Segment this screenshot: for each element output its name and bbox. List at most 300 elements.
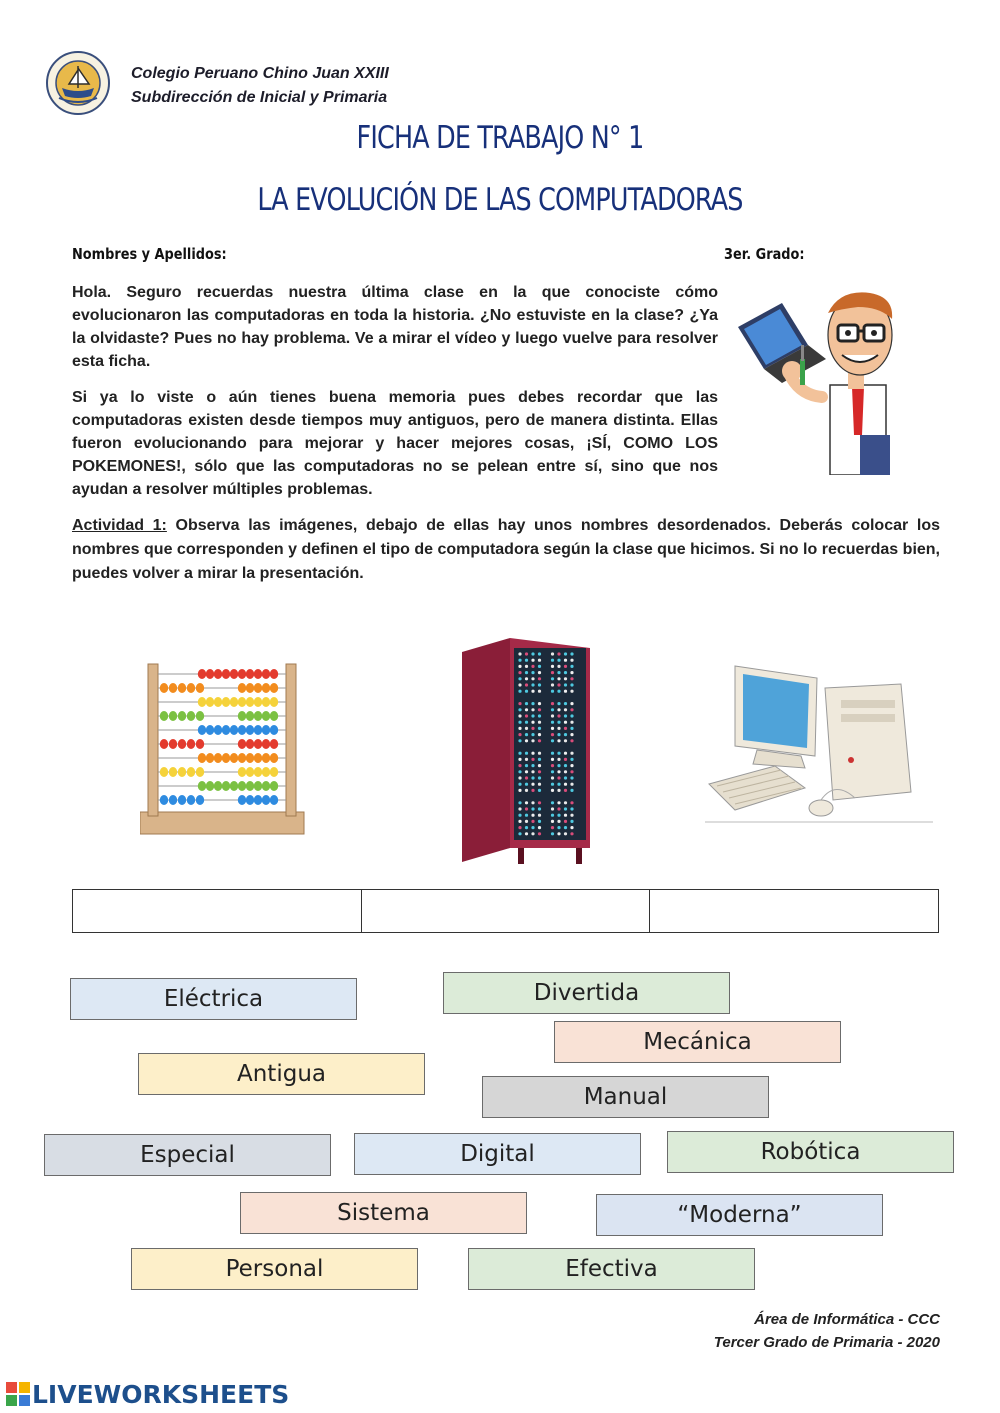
server-light (531, 702, 534, 705)
server-light (557, 652, 560, 655)
word-card-sistema[interactable] (240, 1192, 527, 1234)
liveworksheets-icon (6, 1382, 30, 1406)
server-light (538, 758, 541, 761)
abacus-bead (262, 795, 270, 805)
server-light (551, 652, 554, 655)
abacus-bead (160, 767, 168, 777)
server-light (551, 733, 554, 736)
server-light (525, 721, 528, 724)
server-light (525, 733, 528, 736)
abacus-bead (246, 795, 254, 805)
abacus-bead (238, 795, 246, 805)
abacus-bead (254, 683, 262, 693)
abacus-bead (254, 725, 262, 735)
word-card-manual[interactable] (482, 1076, 769, 1118)
abacus-bead (262, 753, 270, 763)
abacus-bead (246, 753, 254, 763)
school-name: Colegio Peruano Chino Juan XXIII (131, 65, 389, 82)
server-light (564, 807, 567, 810)
server-light (525, 776, 528, 779)
server-light (538, 652, 541, 655)
activity-instructions (72, 514, 940, 586)
server-light (557, 789, 560, 792)
liveworksheets-name: LIVEWORKSHEETS (32, 1380, 290, 1409)
server-light (551, 820, 554, 823)
server-light (531, 789, 534, 792)
abacus-bead (262, 711, 270, 721)
answer-box-3[interactable] (650, 890, 938, 932)
server-light (525, 702, 528, 705)
server-light (551, 659, 554, 662)
server-light (525, 727, 528, 730)
abacus-bead (187, 795, 195, 805)
abacus-bead (246, 739, 254, 749)
server-light (518, 783, 521, 786)
server-light (564, 789, 567, 792)
server-light (531, 690, 534, 693)
abacus-bead (238, 753, 246, 763)
abacus-bead (262, 767, 270, 777)
server-light (525, 683, 528, 686)
word-card-label: Sistema (337, 1200, 430, 1226)
server-light (570, 776, 573, 779)
word-card-label: Eléctrica (163, 986, 264, 1012)
abacus-bead (214, 697, 222, 707)
server-light (570, 727, 573, 730)
abacus-bead (270, 781, 278, 791)
word-card-label: Robótica (760, 1139, 861, 1165)
server-light (531, 764, 534, 767)
abacus-bead (206, 753, 214, 763)
server-light (538, 733, 541, 736)
server-light (551, 826, 554, 829)
abacus-bead (198, 753, 206, 763)
abacus-bead (238, 767, 246, 777)
abacus-bead (230, 781, 238, 791)
server-light (564, 659, 567, 662)
server-light (570, 807, 573, 810)
abacus-bead (206, 781, 214, 791)
server-light (538, 677, 541, 680)
server-light (570, 764, 573, 767)
word-card-digital[interactable] (354, 1133, 641, 1175)
server-light (531, 659, 534, 662)
abacus-bead (198, 781, 206, 791)
abacus-bead (222, 781, 230, 791)
worksheet-title: FICHA DE TRABAJO N° 1 (356, 120, 644, 156)
server-light (557, 727, 560, 730)
abacus-bead (187, 739, 195, 749)
server-light (538, 683, 541, 686)
server-light (570, 714, 573, 717)
abacus-bead (254, 739, 262, 749)
server-light (525, 677, 528, 680)
server-light (570, 820, 573, 823)
server-light (538, 770, 541, 773)
server-light (564, 814, 567, 817)
server-light (531, 727, 534, 730)
abacus-bead (196, 795, 204, 805)
server-light (518, 727, 521, 730)
server-light (518, 652, 521, 655)
server-light (557, 832, 560, 835)
server-light (557, 708, 560, 711)
abacus-bead (254, 781, 262, 791)
abacus-bead (222, 669, 230, 679)
server-light (531, 652, 534, 655)
answer-box-2[interactable] (362, 890, 651, 932)
abacus-bead (246, 697, 254, 707)
word-card-efectiva[interactable] (468, 1248, 755, 1290)
server-light (557, 752, 560, 755)
server-light (538, 665, 541, 668)
server-light (538, 814, 541, 817)
abacus-bead (187, 711, 195, 721)
server-light (525, 770, 528, 773)
server-light (525, 690, 528, 693)
server-light (531, 677, 534, 680)
server-light (557, 665, 560, 668)
school-subdivision: Subdirección de Inicial y Primaria (131, 89, 388, 106)
server-light (551, 671, 554, 674)
server-light (538, 708, 541, 711)
server-light (518, 659, 521, 662)
server-light (551, 708, 554, 711)
grade-label: 3er. Grado: (724, 245, 805, 263)
abacus-bead (230, 669, 238, 679)
server-light (518, 770, 521, 773)
abacus-bead (246, 683, 254, 693)
server-light (564, 776, 567, 779)
server-light (538, 702, 541, 705)
server-light (557, 714, 560, 717)
abacus-bead (262, 725, 270, 735)
abacus-bead (254, 767, 262, 777)
server-light (518, 758, 521, 761)
server-light (551, 814, 554, 817)
server-light (531, 770, 534, 773)
server-light (525, 801, 528, 804)
abacus-bead (262, 669, 270, 679)
server-light (557, 770, 560, 773)
word-card-moderna[interactable] (596, 1194, 883, 1236)
server-light (570, 683, 573, 686)
server-light (551, 721, 554, 724)
server-light (531, 776, 534, 779)
server-light (518, 826, 521, 829)
server-light (525, 807, 528, 810)
server-light (538, 832, 541, 835)
abacus-bead (169, 795, 177, 805)
server-light (551, 727, 554, 730)
server-light (564, 727, 567, 730)
abacus-bead (178, 767, 186, 777)
abacus-bead (238, 739, 246, 749)
server-light (538, 801, 541, 804)
abacus-bead (270, 753, 278, 763)
server-light (518, 671, 521, 674)
word-card-label: Personal (225, 1256, 324, 1282)
server-light (557, 677, 560, 680)
server-light (525, 714, 528, 717)
server-light (538, 764, 541, 767)
abacus-bead (246, 711, 254, 721)
server-light (557, 659, 560, 662)
server-light (531, 807, 534, 810)
abacus-bead (187, 683, 195, 693)
server-light (570, 702, 573, 705)
server-light (531, 708, 534, 711)
server-light (551, 801, 554, 804)
server-light (551, 832, 554, 835)
server-light (531, 758, 534, 761)
server-cabinet-image (462, 638, 592, 864)
server-light (525, 783, 528, 786)
footer-grade: Tercer Grado de Primaria - 2020 (713, 1334, 940, 1351)
abacus-bead (238, 683, 246, 693)
server-light (570, 770, 573, 773)
abacus-bead (270, 711, 278, 721)
abacus-bead (270, 795, 278, 805)
server-light (557, 721, 560, 724)
server-light (518, 832, 521, 835)
server-light (564, 671, 567, 674)
server-light (570, 758, 573, 761)
server-light (525, 659, 528, 662)
server-light (557, 764, 560, 767)
abacus-bead (270, 683, 278, 693)
activity-text: Observa las imágenes, debajo de ellas hay unos nombres desordenados. Deberás colocar los nombres que corresponden y definen el tipo de computadora según la clase que hicimos. Si no lo recuerdas bien, puedes volver a mirar la presentación. (72, 517, 940, 582)
server-light (518, 690, 521, 693)
abacus-bead (178, 683, 186, 693)
abacus-bead (178, 711, 186, 721)
abacus-bead (206, 697, 214, 707)
abacus-bead (198, 669, 206, 679)
server-light (557, 783, 560, 786)
abacus-bead (160, 739, 168, 749)
server-light (518, 708, 521, 711)
server-light (564, 683, 567, 686)
server-light (531, 671, 534, 674)
abacus-bead (178, 795, 186, 805)
word-card-label: Divertida (533, 980, 640, 1006)
server-light (518, 677, 521, 680)
word-card-label: Efectiva (565, 1256, 658, 1282)
server-light (538, 727, 541, 730)
server-light (531, 832, 534, 835)
server-light (531, 752, 534, 755)
server-light (538, 807, 541, 810)
server-light (557, 702, 560, 705)
server-light (564, 826, 567, 829)
server-light (551, 690, 554, 693)
server-light (531, 665, 534, 668)
word-card-label: Digital (460, 1141, 535, 1167)
abacus-bead (238, 669, 246, 679)
word-card-electrica[interactable] (70, 978, 357, 1020)
footer (714, 1308, 940, 1354)
server-light (564, 733, 567, 736)
server-light (518, 739, 521, 742)
word-card-label: Especial (140, 1142, 235, 1168)
server-light (564, 758, 567, 761)
server-light (570, 832, 573, 835)
server-light (538, 671, 541, 674)
word-card-label: Manual (583, 1084, 668, 1110)
abacus-bead (222, 725, 230, 735)
server-light (525, 764, 528, 767)
word-card-label: “Moderna” (677, 1202, 802, 1228)
server-light (570, 783, 573, 786)
server-light (551, 789, 554, 792)
server-light (525, 665, 528, 668)
abacus-bead (160, 711, 168, 721)
server-light (531, 801, 534, 804)
server-light (551, 683, 554, 686)
abacus-bead (262, 683, 270, 693)
abacus-bead (246, 725, 254, 735)
server-light (564, 820, 567, 823)
activity-label: Actividad 1: (72, 517, 167, 534)
server-light (518, 820, 521, 823)
server-light (570, 671, 573, 674)
server-light (557, 690, 560, 693)
server-light (525, 671, 528, 674)
server-light (525, 758, 528, 761)
abacus-bead (270, 725, 278, 735)
server-light (538, 783, 541, 786)
server-light (570, 739, 573, 742)
server-light (551, 677, 554, 680)
server-light (518, 702, 521, 705)
word-card-especial[interactable] (44, 1134, 331, 1176)
abacus-bead (206, 669, 214, 679)
server-light (551, 770, 554, 773)
server-light (557, 820, 560, 823)
cartoon-teacher-image (730, 285, 910, 475)
server-light (518, 801, 521, 804)
abacus-bead (222, 753, 230, 763)
server-light (564, 708, 567, 711)
server-light (557, 826, 560, 829)
abacus-bead (169, 683, 177, 693)
abacus-bead (230, 753, 238, 763)
footer-area: Área de Informática - CCC (754, 1311, 940, 1328)
server-light (564, 714, 567, 717)
server-light (525, 739, 528, 742)
server-light (538, 714, 541, 717)
server-light (531, 739, 534, 742)
server-light (564, 702, 567, 705)
server-light (525, 752, 528, 755)
abacus-bead (198, 697, 206, 707)
server-light (557, 671, 560, 674)
server-light (557, 801, 560, 804)
server-light (538, 752, 541, 755)
abacus-bead (270, 669, 278, 679)
server-light (564, 801, 567, 804)
abacus-bead (254, 669, 262, 679)
word-card-label: Antigua (237, 1061, 326, 1087)
server-light (538, 789, 541, 792)
server-light (531, 814, 534, 817)
server-light (518, 789, 521, 792)
abacus-bead (196, 739, 204, 749)
server-light (525, 708, 528, 711)
abacus-bead (169, 711, 177, 721)
abacus-bead (262, 781, 270, 791)
names-label: Nombres y Apellidos: (72, 245, 227, 263)
abacus-bead (206, 725, 214, 735)
server-light (557, 739, 560, 742)
server-light (570, 665, 573, 668)
abacus-image (140, 662, 306, 836)
word-card-antigua[interactable] (138, 1053, 425, 1095)
server-light (570, 690, 573, 693)
server-light (518, 814, 521, 817)
server-light (525, 789, 528, 792)
server-light (564, 739, 567, 742)
abacus-bead (262, 739, 270, 749)
desktop-computer-image (705, 660, 933, 826)
server-light (551, 758, 554, 761)
server-light (525, 814, 528, 817)
abacus-bead (254, 753, 262, 763)
answer-box-1[interactable] (73, 890, 362, 932)
word-card-personal[interactable] (131, 1248, 418, 1290)
server-light (564, 783, 567, 786)
abacus-bead (270, 697, 278, 707)
intro-paragraph-1: Hola. Seguro recuerdas nuestra última clase en la que conociste cómo evolucionaron las computadoras en toda la historia. ¿No estuviste en la clase? ¿Ya la olvidaste? Pues no hay problema. Ve a mirar el vídeo y luego vuelve para resolver esta ficha. (72, 284, 718, 370)
server-light (518, 683, 521, 686)
abacus-bead (254, 711, 262, 721)
server-light (564, 665, 567, 668)
intro-paragraph-2: Si ya lo viste o aún tienes buena memoria pues debes recordar que las computadoras existen desde tiempos muy antiguos, pero de manera distinta. Ellas fueron evolucionando para mejorar y hacer mejores cosas, ¡SÍ, COMO LOS POKEMONES!, sólo que las computadoras no se pelean entre sí, sino que nos ayudan a resolver múltiples problemas. (72, 389, 718, 498)
word-card-robotica[interactable] (667, 1131, 954, 1173)
abacus-bead (238, 711, 246, 721)
server-light (570, 659, 573, 662)
word-card-divertida[interactable] (443, 972, 730, 1014)
abacus-bead (230, 725, 238, 735)
server-light (570, 789, 573, 792)
server-light (518, 665, 521, 668)
server-light (538, 820, 541, 823)
liveworksheets-logo (6, 1380, 289, 1409)
server-light (525, 826, 528, 829)
server-light (564, 764, 567, 767)
server-light (531, 783, 534, 786)
server-light (557, 814, 560, 817)
abacus-bead (238, 697, 246, 707)
server-light (564, 690, 567, 693)
abacus-bead (169, 767, 177, 777)
abacus-bead (246, 669, 254, 679)
server-light (538, 776, 541, 779)
abacus-bead (270, 767, 278, 777)
server-light (518, 721, 521, 724)
server-light (564, 721, 567, 724)
server-light (538, 739, 541, 742)
abacus-bead (238, 781, 246, 791)
school-header (131, 62, 389, 110)
abacus-bead (214, 725, 222, 735)
abacus-bead (270, 739, 278, 749)
server-light (531, 721, 534, 724)
word-card-mecanica[interactable] (554, 1021, 841, 1063)
server-light (551, 764, 554, 767)
server-light (570, 752, 573, 755)
server-light (531, 714, 534, 717)
